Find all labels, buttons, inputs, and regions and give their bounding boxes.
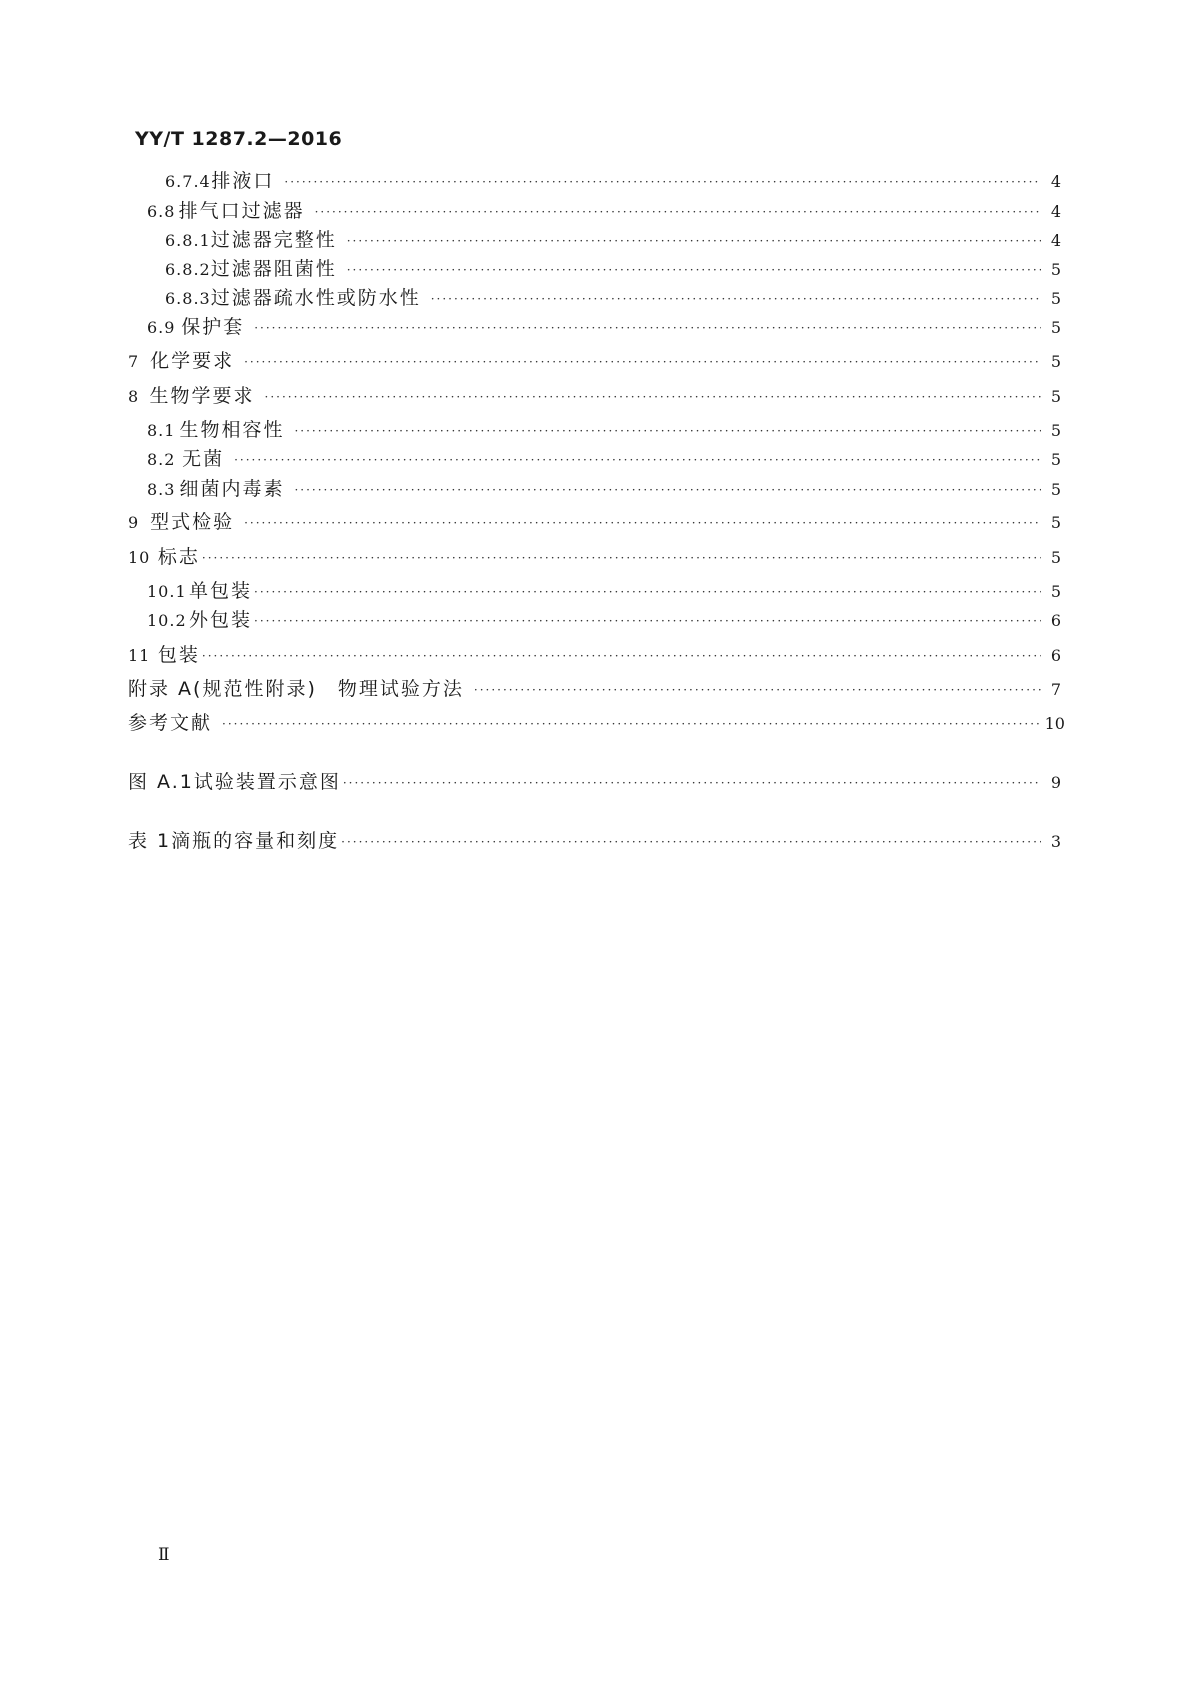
toc-entry[interactable]: [147, 418, 1061, 442]
toc-entry-page: 4: [1050, 231, 1061, 250]
toc-entry-title: 型式检验: [150, 511, 235, 533]
toc-entry-title: 细菌内毒素: [179, 478, 285, 500]
toc-entry-page: 5: [1050, 318, 1061, 337]
page-number: Ⅱ: [158, 1545, 170, 1565]
toc-entry[interactable]: [128, 510, 1061, 534]
toc-entry-page: 10: [1044, 714, 1065, 733]
toc-leader-dots: [202, 546, 1041, 570]
toc-entry-title: 化学要求: [150, 350, 235, 372]
toc-entry[interactable]: [147, 199, 1061, 223]
toc-entry-page: 6: [1050, 646, 1061, 665]
toc-entry-page: 5: [1050, 480, 1061, 499]
toc-entry-page: 5: [1050, 582, 1061, 601]
toc-entry-page: 4: [1050, 202, 1061, 221]
toc-entry-number: 6.8.1: [165, 231, 211, 250]
toc-entry-title: 滴瓶的容量和刻度: [171, 830, 340, 852]
toc-leader-dots: [202, 644, 1041, 668]
toc-entry-title: 保护套: [181, 316, 245, 338]
toc-leader-dots: [347, 229, 1041, 253]
toc-leader-dots: [347, 258, 1041, 282]
toc-leader-dots: [294, 419, 1041, 443]
toc-entry-number: 6.8: [147, 202, 176, 221]
toc-entry-number: 6.7.4: [165, 172, 211, 191]
toc-entry-page: 5: [1050, 450, 1061, 469]
toc-entry-number: 8.2: [147, 450, 176, 469]
document-id: YY/T 1287.2—2016: [135, 128, 343, 150]
toc-leader-dots: [254, 316, 1041, 340]
toc-entry[interactable]: [147, 315, 1061, 339]
toc-leader-dots: [244, 350, 1041, 374]
toc-entry-title: 无菌: [182, 448, 225, 470]
toc-entry-title: 包装: [157, 644, 200, 666]
toc-entry-title: 单包装: [189, 580, 253, 602]
toc-entry-page: 5: [1050, 421, 1061, 440]
toc-leader-dots: [265, 385, 1042, 409]
toc-entry-title: 过滤器疏水性或防水性: [210, 287, 421, 309]
toc-entry-page: 5: [1050, 260, 1061, 279]
toc-entry-number: 9: [128, 513, 140, 532]
toc-entry-page: 5: [1050, 548, 1061, 567]
toc-entry-annex[interactable]: [128, 677, 1061, 701]
toc-entry-title: 参考文献: [128, 712, 213, 734]
toc-entry[interactable]: [165, 169, 1061, 193]
toc-entry[interactable]: [165, 228, 1061, 252]
toc-entry[interactable]: [147, 608, 1061, 632]
toc-entry-number: 附录 A: [128, 678, 194, 700]
toc-entry-title: (规范性附录) 物理试验方法: [193, 678, 464, 700]
toc-entry-references[interactable]: [128, 711, 1065, 735]
toc-leader-dots: [341, 830, 1041, 854]
toc-entry-page: 3: [1050, 832, 1061, 851]
toc-leader-dots: [343, 771, 1041, 795]
toc-leader-dots: [254, 580, 1041, 604]
toc-entry[interactable]: [165, 257, 1061, 281]
toc-entry-number: 6.9: [147, 318, 176, 337]
toc-entry[interactable]: [147, 477, 1061, 501]
toc-entry-number: 10: [128, 548, 151, 567]
toc-entry-title: 外包装: [189, 609, 253, 631]
toc-leader-dots: [222, 712, 1039, 736]
toc-entry-title: 排气口过滤器: [178, 200, 305, 222]
toc-entry[interactable]: [147, 579, 1061, 603]
toc-entry[interactable]: [128, 643, 1061, 667]
toc-entry[interactable]: [165, 286, 1061, 310]
toc-leader-dots: [234, 448, 1041, 472]
toc-entry-number: 8: [128, 387, 140, 406]
toc-entry-page: 6: [1050, 611, 1061, 630]
toc-entry-page: 5: [1050, 513, 1061, 532]
toc-entry-number: 7: [128, 352, 140, 371]
toc-entry-title: 试验装置示意图: [193, 771, 341, 793]
toc-entry-number: 表 1: [128, 830, 172, 852]
toc-entry[interactable]: [147, 447, 1061, 471]
toc-leader-dots: [284, 170, 1041, 194]
toc-leader-dots: [474, 678, 1041, 702]
toc-entry-page: 5: [1050, 352, 1061, 371]
toc-leader-dots: [431, 287, 1041, 311]
toc-entry-page: 4: [1050, 172, 1061, 191]
toc-entry-number: 10.2: [147, 611, 187, 630]
toc-entry-page: 5: [1050, 289, 1061, 308]
toc-leader-dots: [315, 200, 1041, 224]
toc-entry-title: 标志: [157, 546, 200, 568]
toc-entry-title: 排液口: [211, 170, 275, 192]
toc-entry-page: 5: [1050, 387, 1061, 406]
toc-entry[interactable]: [128, 545, 1061, 569]
toc-entry-title: 生物学要求: [149, 385, 255, 407]
toc-entry-number: 11: [128, 646, 151, 665]
toc-entry-number: 10.1: [147, 582, 187, 601]
toc-leader-dots: [244, 511, 1041, 535]
toc-leader-dots: [254, 609, 1041, 633]
toc-leader-dots: [294, 478, 1041, 502]
toc-entry-title: 过滤器完整性: [210, 229, 337, 251]
toc-entry-number: 图 A.1: [128, 771, 194, 793]
toc-entry-title: 生物相容性: [179, 419, 285, 441]
toc-entry-number: 8.3: [147, 480, 176, 499]
toc-entry-number: 6.8.2: [165, 260, 211, 279]
toc-entry-number: 6.8.3: [165, 289, 211, 308]
toc-entry-table[interactable]: [128, 829, 1061, 853]
toc-entry-page: 7: [1050, 680, 1061, 699]
toc-entry-number: 8.1: [147, 421, 176, 440]
toc-entry-page: 9: [1050, 773, 1061, 792]
toc-entry-figure[interactable]: [128, 770, 1061, 794]
toc-entry[interactable]: [128, 349, 1061, 373]
toc-entry-title: 过滤器阻菌性: [210, 258, 337, 280]
toc-entry[interactable]: [128, 384, 1061, 408]
